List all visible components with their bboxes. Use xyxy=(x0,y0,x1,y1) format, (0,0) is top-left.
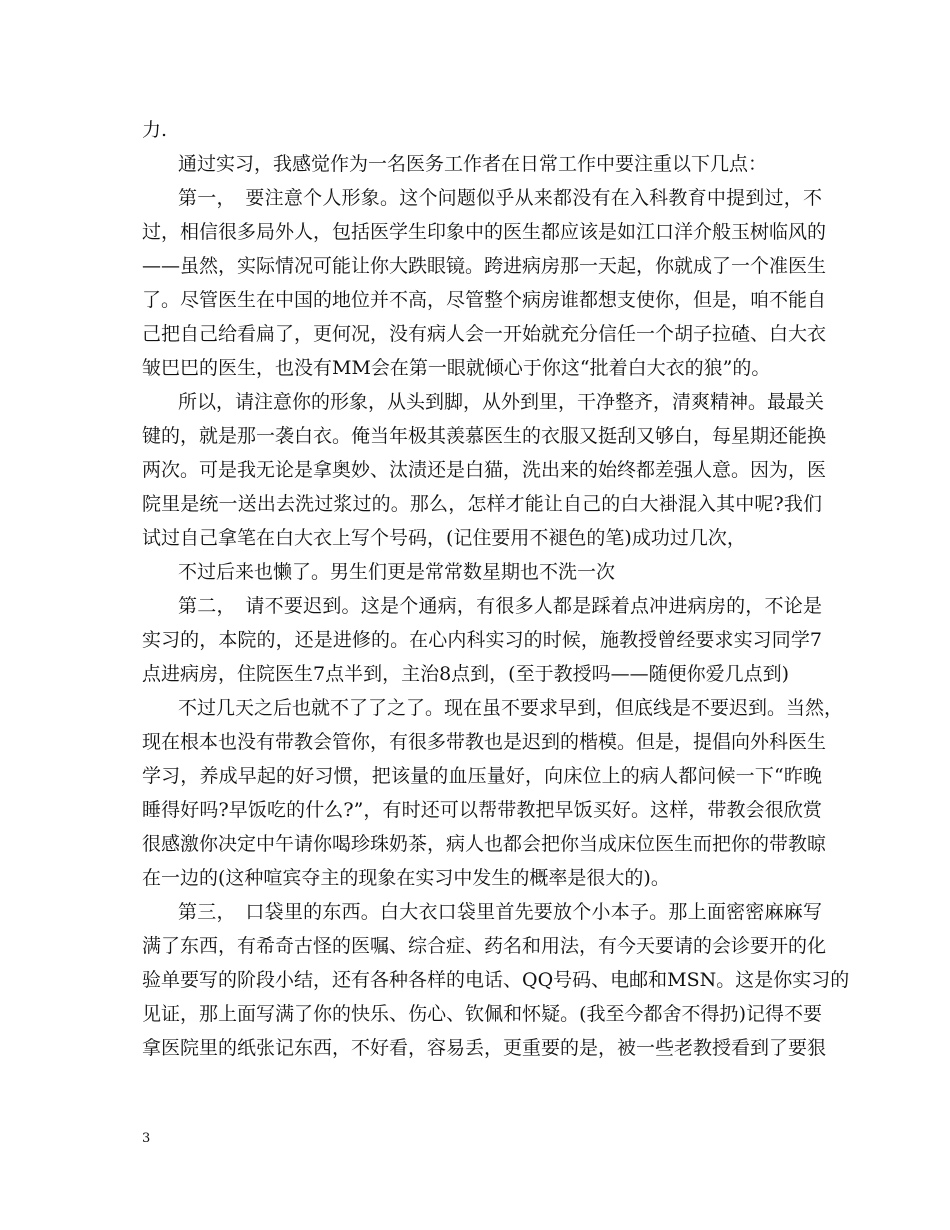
text-line: 在一边的(这种喧宾夺主的现象在实习中发生的概率是很大的)。 xyxy=(142,867,670,889)
text-line: 第二， 请不要迟到。这是个通病，有很多人都是踩着点冲进病房的，不论是 xyxy=(178,595,822,617)
text-line: 点进病房，住院医生7点半到，主治8点到，(至于教授吗——随便你爱几点到) xyxy=(142,663,790,685)
text-line: 键的，就是那一袭白衣。俺当年极其羡慕医生的衣服又挺刮又够白，每星期还能换 xyxy=(142,425,827,447)
text-line: 满了东西，有希奇古怪的医嘱、综合症、药名和用法，有今天要请的会诊要开的化 xyxy=(142,935,827,957)
page-number: 3 xyxy=(142,1131,151,1146)
text-line: 过，相信很多局外人，包括医学生印象中的医生都应该是如江口洋介般玉树临风的 xyxy=(142,221,827,243)
text-line: 力. xyxy=(142,119,168,141)
text-line: 学习，养成早起的好习惯，把该量的血压量好，向床位上的病人都问候一下“昨晚 xyxy=(142,765,822,787)
text-line: 见证，那上面写满了你的快乐、伤心、钦佩和怀疑。(我至今都舍不得扔)记得不要 xyxy=(142,1003,822,1025)
text-line: 皱巴巴的医生，也没有MM会在第一眼就倾心于你这“批着白大衣的狼”的。 xyxy=(142,357,771,379)
text-line: 验单要写的阶段小结，还有各种各样的电话、QQ号码、电邮和MSN。这是你实习的 xyxy=(142,969,850,991)
text-line: 了。尽管医生在中国的地位并不高，尽管整个病房谁都想支使你，但是，咱不能自 xyxy=(142,289,827,311)
text-line: 睡得好吗?早饭吃的什么?”，有时还可以帮带教把早饭买好。这样，带教会很欣赏 xyxy=(142,799,822,821)
text-line: 第三， 口袋里的东西。白大衣口袋里首先要放个小本子。那上面密密麻麻写 xyxy=(178,901,822,923)
text-line: ——虽然，实际情况可能让你大跌眼镜。跨进病房那一天起，你就成了一个准医生 xyxy=(142,255,827,277)
text-line: 不过几天之后也就不了了之了。现在虽不要求早到，但底线是不要迟到。当然， xyxy=(178,697,844,719)
text-line: 通过实习，我感觉作为一名医务工作者在日常工作中要注重以下几点： xyxy=(178,153,768,175)
text-line: 己把自己给看扁了，更何况，没有病人会一开始就充分信任一个胡子拉碴、白大衣 xyxy=(142,323,827,345)
text-line: 很感激你决定中午请你喝珍珠奶茶，病人也都会把你当成床位医生而把你的带教晾 xyxy=(142,833,827,855)
text-line: 拿医院里的纸张记东西，不好看，容易丢，更重要的是，被一些老教授看到了要狠 xyxy=(142,1037,827,1059)
text-line: 两次。可是我无论是拿奥妙、汰渍还是白猫，洗出来的始终都差强人意。因为，医 xyxy=(142,459,827,481)
text-line: 院里是统一送出去洗过浆过的。那么，怎样才能让自己的白大褂混入其中呢?我们 xyxy=(142,493,822,515)
text-line: 第一， 要注意个人形象。这个问题似乎从来都没有在入科教育中提到过，不 xyxy=(178,187,822,209)
text-line: 试过自己拿笔在白大衣上写个号码，(记住要用不褪色的笔)成功过几次， xyxy=(142,527,746,549)
text-line: 现在根本也没有带教会管你，有很多带教也是迟到的楷模。但是，提倡向外科医生 xyxy=(142,731,827,753)
text-line: 不过后来也懒了。男生们更是常常数星期也不洗一次 xyxy=(178,561,616,583)
text-line: 所以，请注意你的形象，从头到脚，从外到里，干净整齐，清爽精神。最最关 xyxy=(178,391,825,413)
text-line: 实习的，本院的，还是进修的。在心内科实习的时候，施教授曾经要求实习同学7 xyxy=(142,629,822,651)
